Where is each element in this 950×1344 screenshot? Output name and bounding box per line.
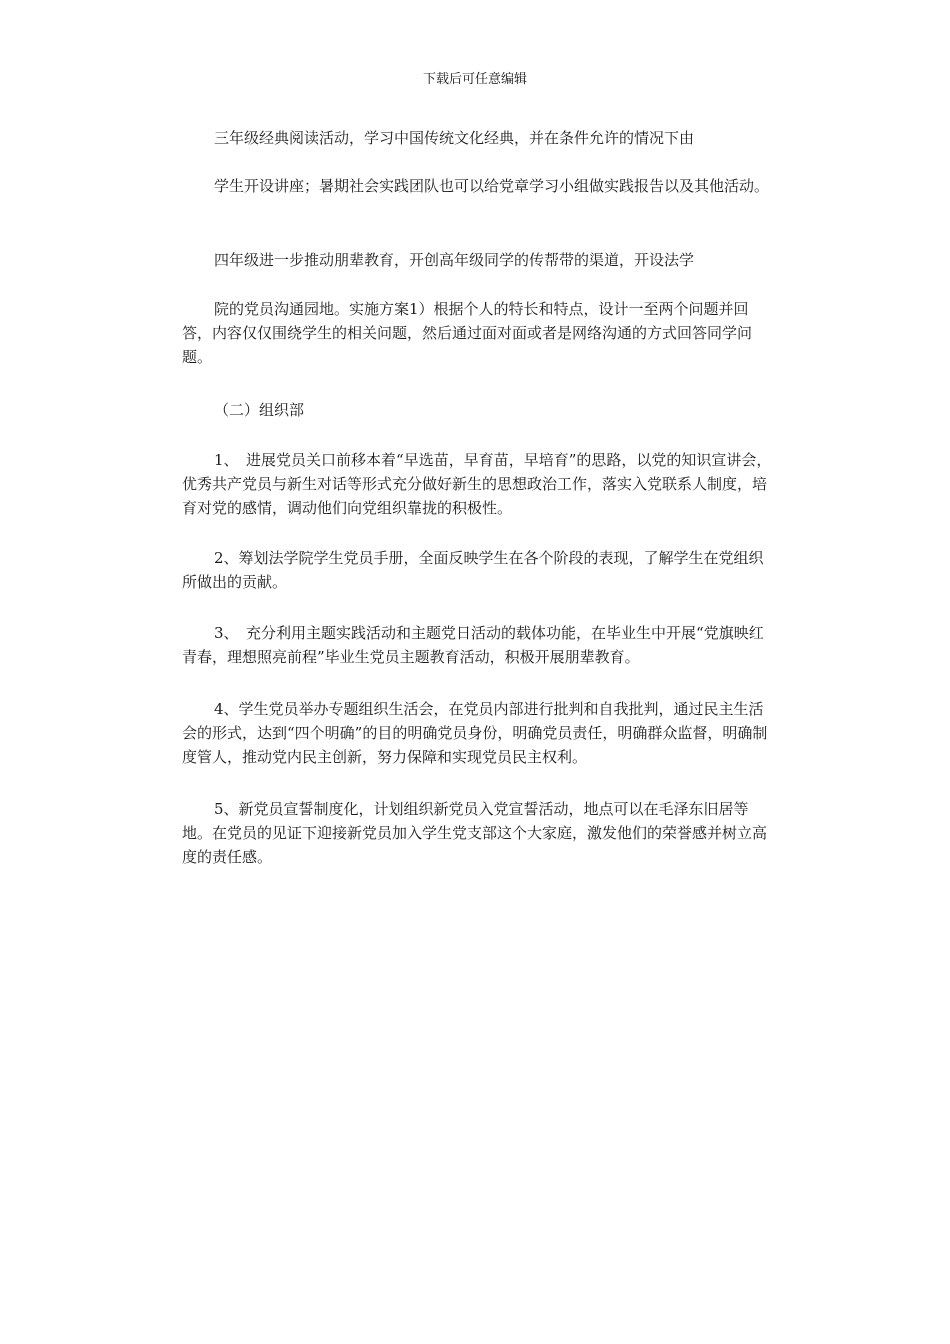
paragraph-grade4: 四年级进一步推动朋辈教育，开创高年级同学的传帮带的渠道，开设法学 (214, 251, 695, 269)
section-heading-organization: （二）组织部 (214, 401, 305, 419)
paragraph-grade3-continued: 学生开设讲座；暑期社会实践团队也可以给党章学习小组做实践报告以及其他活动。 (214, 177, 770, 195)
paragraph-item-5: 5、新党员宣誓制度化，计划组织新党员入党宣誓活动，地点可以在毛泽东旧居等地。在党员的见证下迎接新党员加入学生党支部这个大家庭，激发他们的荣誉感并树立高度的责任感。 (182, 800, 768, 866)
paragraph-grade4-continued: 院的党员沟通园地。实施方案1）根据个人的特长和特点，设计一至两个问题并回答，内容仅仅围绕学生的相关问题，然后通过面对面或者是网络沟通的方式回答同学问题。 (182, 300, 753, 366)
paragraph-item-4: 4、学生党员举办专题组织生活会，在党员内部进行批判和自我批判，通过民主生活会的形式，达到“四个明确”的目的明确党员身份，明确党员责任，明确群众监督，明确制度管人，推动党内民主创新，努力保障和实现党员民主权利。 (182, 700, 768, 766)
paragraph-item-2: 2、筹划法学院学生党员手册，全面反映学生在各个阶段的表现，了解学生在党组织所做出的贡献。 (182, 549, 764, 591)
paragraph-item-3: 3、 充分利用主题实践活动和主题党日活动的载体功能，在毕业生中开展“党旗映红青春，理想照亮前程”毕业生党员主题教育活动，积极开展朋辈教育。 (182, 624, 764, 666)
page-header: 下载后可任意编辑 (422, 72, 527, 87)
paragraph-grade3: 三年级经典阅读活动，学习中国传统文化经典，并在条件允许的情况下由 (214, 129, 695, 147)
paragraph-item-1: 1、 进展党员关口前移本着“早选苗，早育苗，早培育”的思路，以党的知识宣讲会，优秀共产党员与新生对话等形式充分做好新生的思想政治工作，落实入党联系人制度，培育对党的感情，调动他们向党组织靠拢的积极性。 (182, 451, 772, 517)
